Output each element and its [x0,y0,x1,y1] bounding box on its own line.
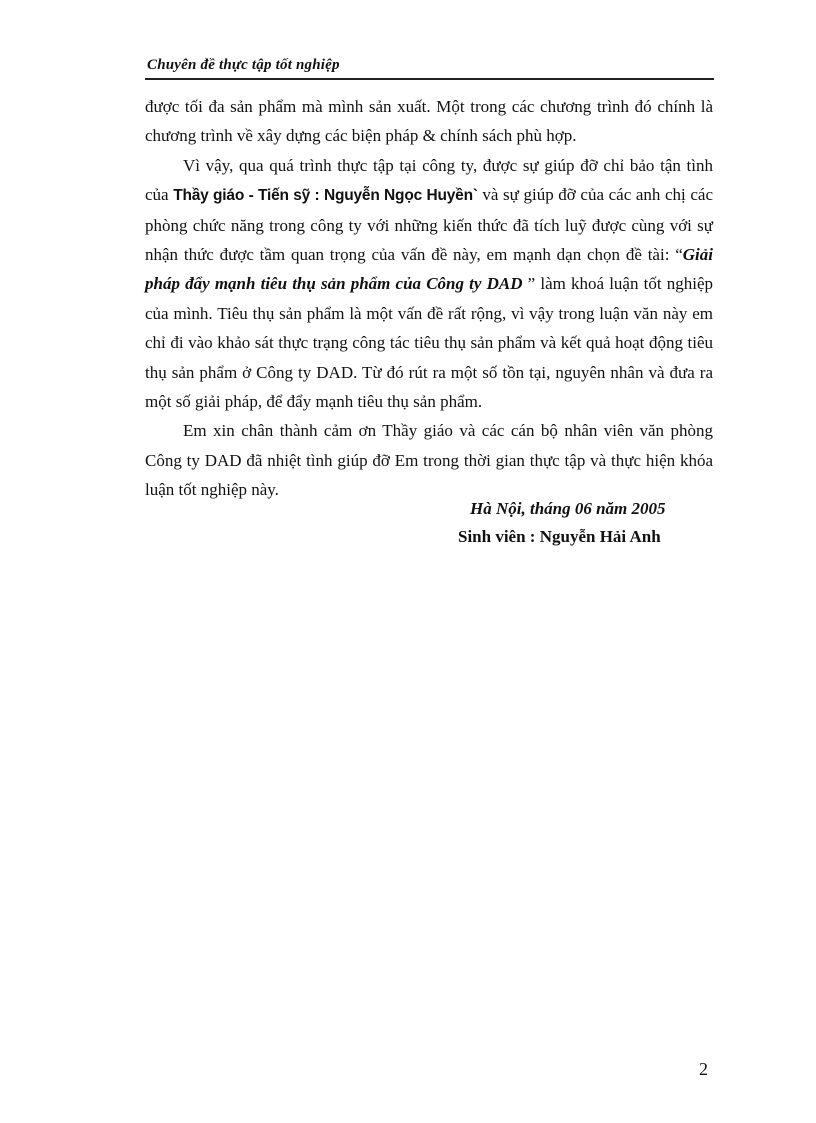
thesis-topic: Giải pháp đẩy mạnh tiêu thụ sản phẩm của Công ty DAD [145,245,713,294]
paragraph-2 [145,151,713,417]
teacher-name: Thầy giáo - Tiến sỹ : Nguyễn Ngọc Huyền` [173,187,478,205]
document-body [145,92,713,505]
page-number: 2 [699,1059,708,1079]
paragraph-2-end: ” làm khoá luận tốt nghiệp của mình. Tiêu thụ sản phẩm là một vấn đề rất rộng, vì vậy trong luận văn này em chỉ đi vào khảo sát thực trạng công tác tiêu thụ sản phẩm và kết quả hoạt động tiêu thụ sản phẩm ở Công ty DAD. Từ đó rút ra một số tồn tại, nguyên nhân và đưa ra một số giải pháp, để đẩy mạnh tiêu thụ sản phẩm. [145,274,713,412]
paragraph-3: Em xin chân thành cảm ơn Thầy giáo và các cán bộ nhân viên văn phòng Công ty DAD đã nhiệt tình giúp đỡ Em trong thời gian thực tập và thực hiện khóa luận tốt nghiệp này. [145,421,713,500]
signature-student: Sinh viên : Nguyễn Hải Anh [458,527,661,546]
paragraph-2-middle: và sự giúp đỡ của các anh chị các phòng chức năng trong công ty với những kiến thức đã tích luỹ được cùng với sự nhận thức được tầm quan trọng của vấn đề này, em mạnh dạn chọn đề tài: “ [145,185,713,265]
paragraph-2-start: Vì vậy, qua quá trình thực tập tại công ty, được sự giúp đỡ chỉ bảo tận tình của [145,155,713,205]
paragraph-1: được tối đa sản phẩm mà mình sản xuất. Một trong các chương trình đó chính là chương trình về xây dựng các biện pháp & chính sách phù hợp. [145,97,713,146]
header-title: Chuyên đề thực tập tốt nghiệp [147,57,340,73]
signature-date: Hà Nội, tháng 06 năm 2005 [470,499,666,518]
signature-block [458,495,666,551]
header-divider [145,78,714,80]
